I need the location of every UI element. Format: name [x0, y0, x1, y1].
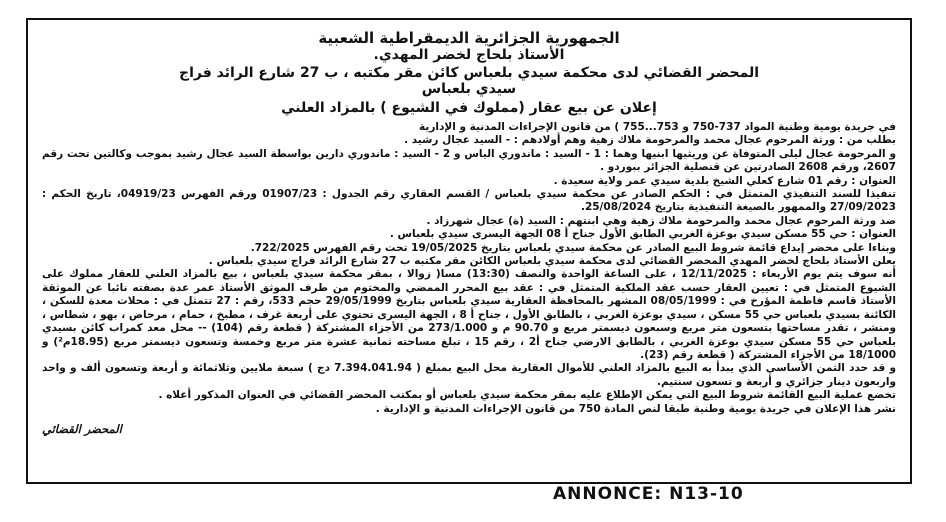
body-line: نشر هذا الإعلان في جريدة يومية وطنية طبقا لنص المادة 750 من قانون الإجراءات المدنية و الإدارية . [375, 402, 896, 415]
bailiff-name: الأستاذ بلحاج لخضر المهدي. [373, 47, 565, 63]
body-line: العنوان : رقم 01 شارع كعلي الشيخ بلدية سيدي عمر ولاية سعيدة . [553, 174, 896, 187]
body-line: بطلب من : ورثة المرحوم عجال محمد والمرحومة ملاك زهية وهم أولادهم : - السيد عجال رشيد . [404, 134, 896, 147]
body-line: في جريدة يومية وطنية المواد 737-750 و 753...755 ) من قانون الإجراءات المدنية و الإدارية [419, 121, 896, 133]
body-line: العنوان : حي 55 مسكن سيدي بوعزة الغربي الطابق الأول جناح أ 08 الجهة اليسرى سيدي بلعباس . [389, 228, 896, 241]
signature: المحضر القضائي [42, 421, 122, 436]
office-address-line-2: سيدي بلعباس [421, 81, 517, 97]
body-line: ضد ورثة المرحوم عجال محمد والمرحومة ملاك زهية وهي ابنتهم : السيد (ة) عجال شهرزاد . [426, 214, 896, 227]
body-line: يعلن الأستاذ بلحاج لخضر المهدي المحضر القضائي لدى محكمة سيدي بلعباس الكائن مقر مكتبه ب 27 شارع الرائد فراج سيدي بلعباس . [208, 255, 896, 268]
annonce-number: ANNONCE: N13-10 [553, 484, 744, 504]
body-line: وبناءا على محضر إيداع قائمة شروط البيع الصادر عن محكمة سيدي بلعباس بتاريخ 19/05/2025 تحت رقم الفهرس 722/2025. [250, 241, 896, 254]
notice-body [42, 121, 896, 416]
republic-heading: الجمهورية الجزائرية الديمقراطية الشعبية [318, 29, 620, 47]
body-line: و المرحومة عجال ليلى المتوفاة عن وريثيها ابنيها وهما : 1 - السيد : ماندوري الياس و 2 - السيد : ماندوري دارين بواسطة السيد عجال رشيد بموجب وكالتين تحت رقم 2607، ورقم 2608 الصادرتين عن قنصلية الجزائر ببوردو . [42, 147, 897, 174]
body-line: تنفيذا للسند التنفيذي المتمثل في : الحكم الصادر عن محكمة سيدي بلعباس / القسم العقاري رقم الجدول : 01907/23 ورقم الفهرس 04919/23، تاريخ الحكم : 27/09/2023 والممهور بالصيغة التنفيذية بتاريخ 25/08/2024. [42, 188, 897, 214]
body-line: أنه سوف يتم يوم الأربعاء : 12/11/2025 ، على الساعة الواحدة والنصف (13:30) مسا( زوالا ، بمقر محكمة سيدي بلعباس ، بيع بالمزاد العلني للعقار مملوك على الشيوع المتمثل في : تعيين العقار حسب عقد الملكية المتمثل في : عقد بيع المحرر الممضي والمختوم من طرف الموثق الأستاذ عمر عدة بصفته نائبا عن الموثقة الأستاذ قاسم فاطمة المؤرخ في : 08/05/1999 المشهر بالمحافظة العقارية سيدي بلعباس بتاريخ 29/05/1999 حجم 533، رقم : 27 تتمثل في : محلات معدة للسكن ، الكائنة بسيدي بلعباس حي 55 مسكن ، سيدي بوعزة الغربي ، بالطابق الأول ، جناح أ 8 ، الجهة اليسرى تحتوي على أربعة غرف ، مطبخ ، حمام ، مرحاض ، بهو ، شطاس ، ومنشر ، تقدر مساحتها بتسعون متر مربع وسبعون ديسمتر مربع و 90.70 م و 273/1.000 من الأجزاء المشتركة ( قطعة رقم (104) -- محل معد كمراب كائن بسيدي بلعباس حي 55 مسكن سيدي بوعزة الغربي ، بالطابق الارضي جناح أ2 ، رقم 15 ، تبلغ مساحته ثمانية عشرة متر مربع وخمسة وتسعون ديسمتر مربع (18.95م²) و 18/1000 من الأجزاء المشتركة ( قطعة رقم (23). [42, 268, 897, 361]
legal-notice-frame [26, 18, 912, 484]
notice-title: إعلان عن بيع عقار (مملوك في الشيوع ) بالمزاد العلني [281, 100, 657, 116]
office-address-line-1: المحضر القضائي لدى محكمة سيدي بلعباس كائن مقر مكتبه ، ب 27 شارع الرائد فراج [178, 65, 760, 81]
body-line: و قد حدد الثمن الأساسي الذي يبدأ به البيع بالمزاد العلني للأموال العقارية محل البيع بمبلغ ( 7.394.041.94 دج ) سبعة ملايين وثلاثمائة و أربعة وتسعون ألف و واحد واربعون دينار جزائري و أربعة و تسعون سنتيم. [42, 362, 896, 388]
body-line: تخضع عملية البيع القائمة شروط البيع التي يمكن الإطلاع عليه بمقر محكمة سيدي بلعباس أو بمكتب المحضر القضائي في العنوان المذكور أعلاه . [158, 389, 896, 402]
